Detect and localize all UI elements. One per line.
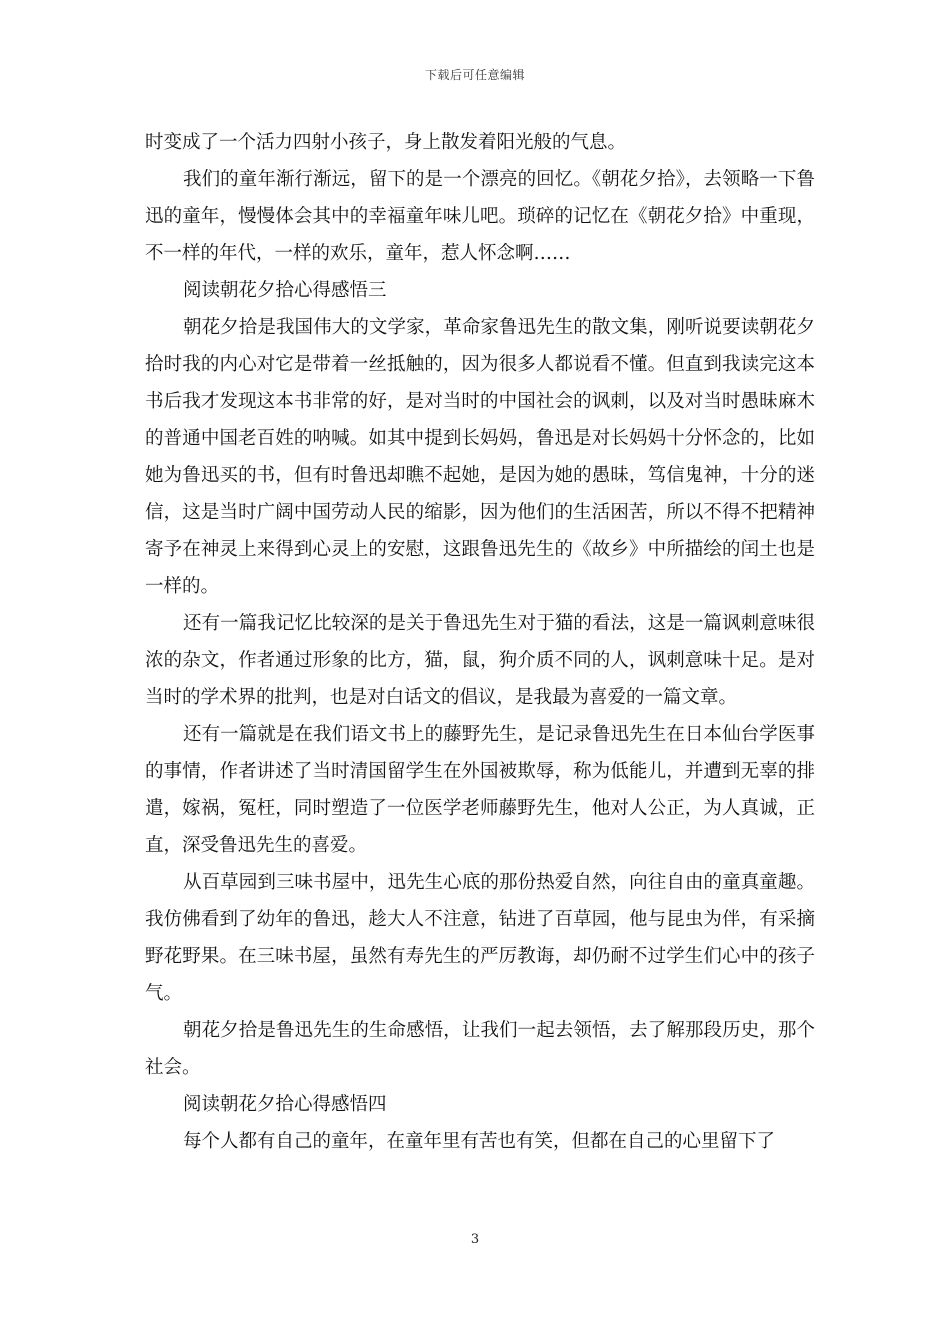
paragraph-continued: 时变成了一个活力四射小孩子，身上散发着阳光般的气息。 [145, 132, 627, 153]
page-header: 下载后可任意编辑 [424, 68, 525, 82]
paragraph: 还有一篇我记忆比较深的是关于鲁迅先生对于猫的看法，这是一篇讽刺意味很浓的杂文，作者通过形象的比方，猫，鼠，狗介质不同的人，讽刺意味十足。是对当时的学术界的批判，也是对白话文的倡议，是我最为喜爱的一篇文章。 [145, 613, 815, 708]
paragraph: 我们的童年渐行渐远，留下的是一个漂亮的回忆。《朝花夕拾》，去领略一下鲁迅的童年，慢慢体会其中的幸福童年味儿吧。琐碎的记忆在《朝花夕拾》中重现，不一样的年代，一样的欢乐，童年，惹人怀念啊…… [145, 169, 815, 264]
document-body [145, 124, 815, 1160]
page-number: 3 [470, 1232, 480, 1247]
paragraph: 从百草园到三味书屋中，迅先生心底的那份热爱自然，向往自由的童真童趣。我仿佛看到了幼年的鲁迅，趁大人不注意，钻进了百草园，他与昆虫为伴，有采摘野花野果。在三味书屋，虽然有寿先生的严厉教诲，却仍耐不过学生们心中的孩子气。 [145, 872, 815, 1004]
paragraph: 朝花夕拾是鲁迅先生的生命感悟，让我们一起去领悟，去了解那段历史，那个社会。 [145, 1020, 815, 1078]
paragraph: 每个人都有自己的童年，在童年里有苦也有笑，但都在自己的心里留下了 [183, 1131, 776, 1152]
paragraph: 朝花夕拾是我国伟大的文学家，革命家鲁迅先生的散文集，刚听说要读朝花夕拾时我的内心对它是带着一丝抵触的，因为很多人都说看不懂。但直到我读完这本书后我才发现这本书非常的好，是对当时的中国社会的讽刺，以及对当时愚昧麻木的普通中国老百姓的呐喊。如其中提到长妈妈，鲁迅是对长妈妈十分怀念的，比如她为鲁迅买的书，但有时鲁迅却瞧不起她，是因为她的愚昧，笃信鬼神，十分的迷信，这是当时广阔中国劳动人民的缩影，因为他们的生活困苦，所以不得不把精神寄予在神灵上来得到心灵上的安慰，这跟鲁迅先生的《故乡》中所描绘的闰土也是一样的。 [145, 317, 815, 597]
section-heading: 阅读朝花夕拾心得感悟三 [183, 280, 387, 301]
paragraph: 还有一篇就是在我们语文书上的藤野先生，是记录鲁迅先生在日本仙台学医事的事情，作者讲述了当时清国留学生在外国被欺辱，称为低能儿，并遭到无辜的排遣，嫁祸，冤枉，同时塑造了一位医学老师藤野先生，他对人公正，为人真诚，正直，深受鲁迅先生的喜爱。 [145, 724, 815, 856]
section-heading: 阅读朝花夕拾心得感悟四 [183, 1094, 387, 1115]
